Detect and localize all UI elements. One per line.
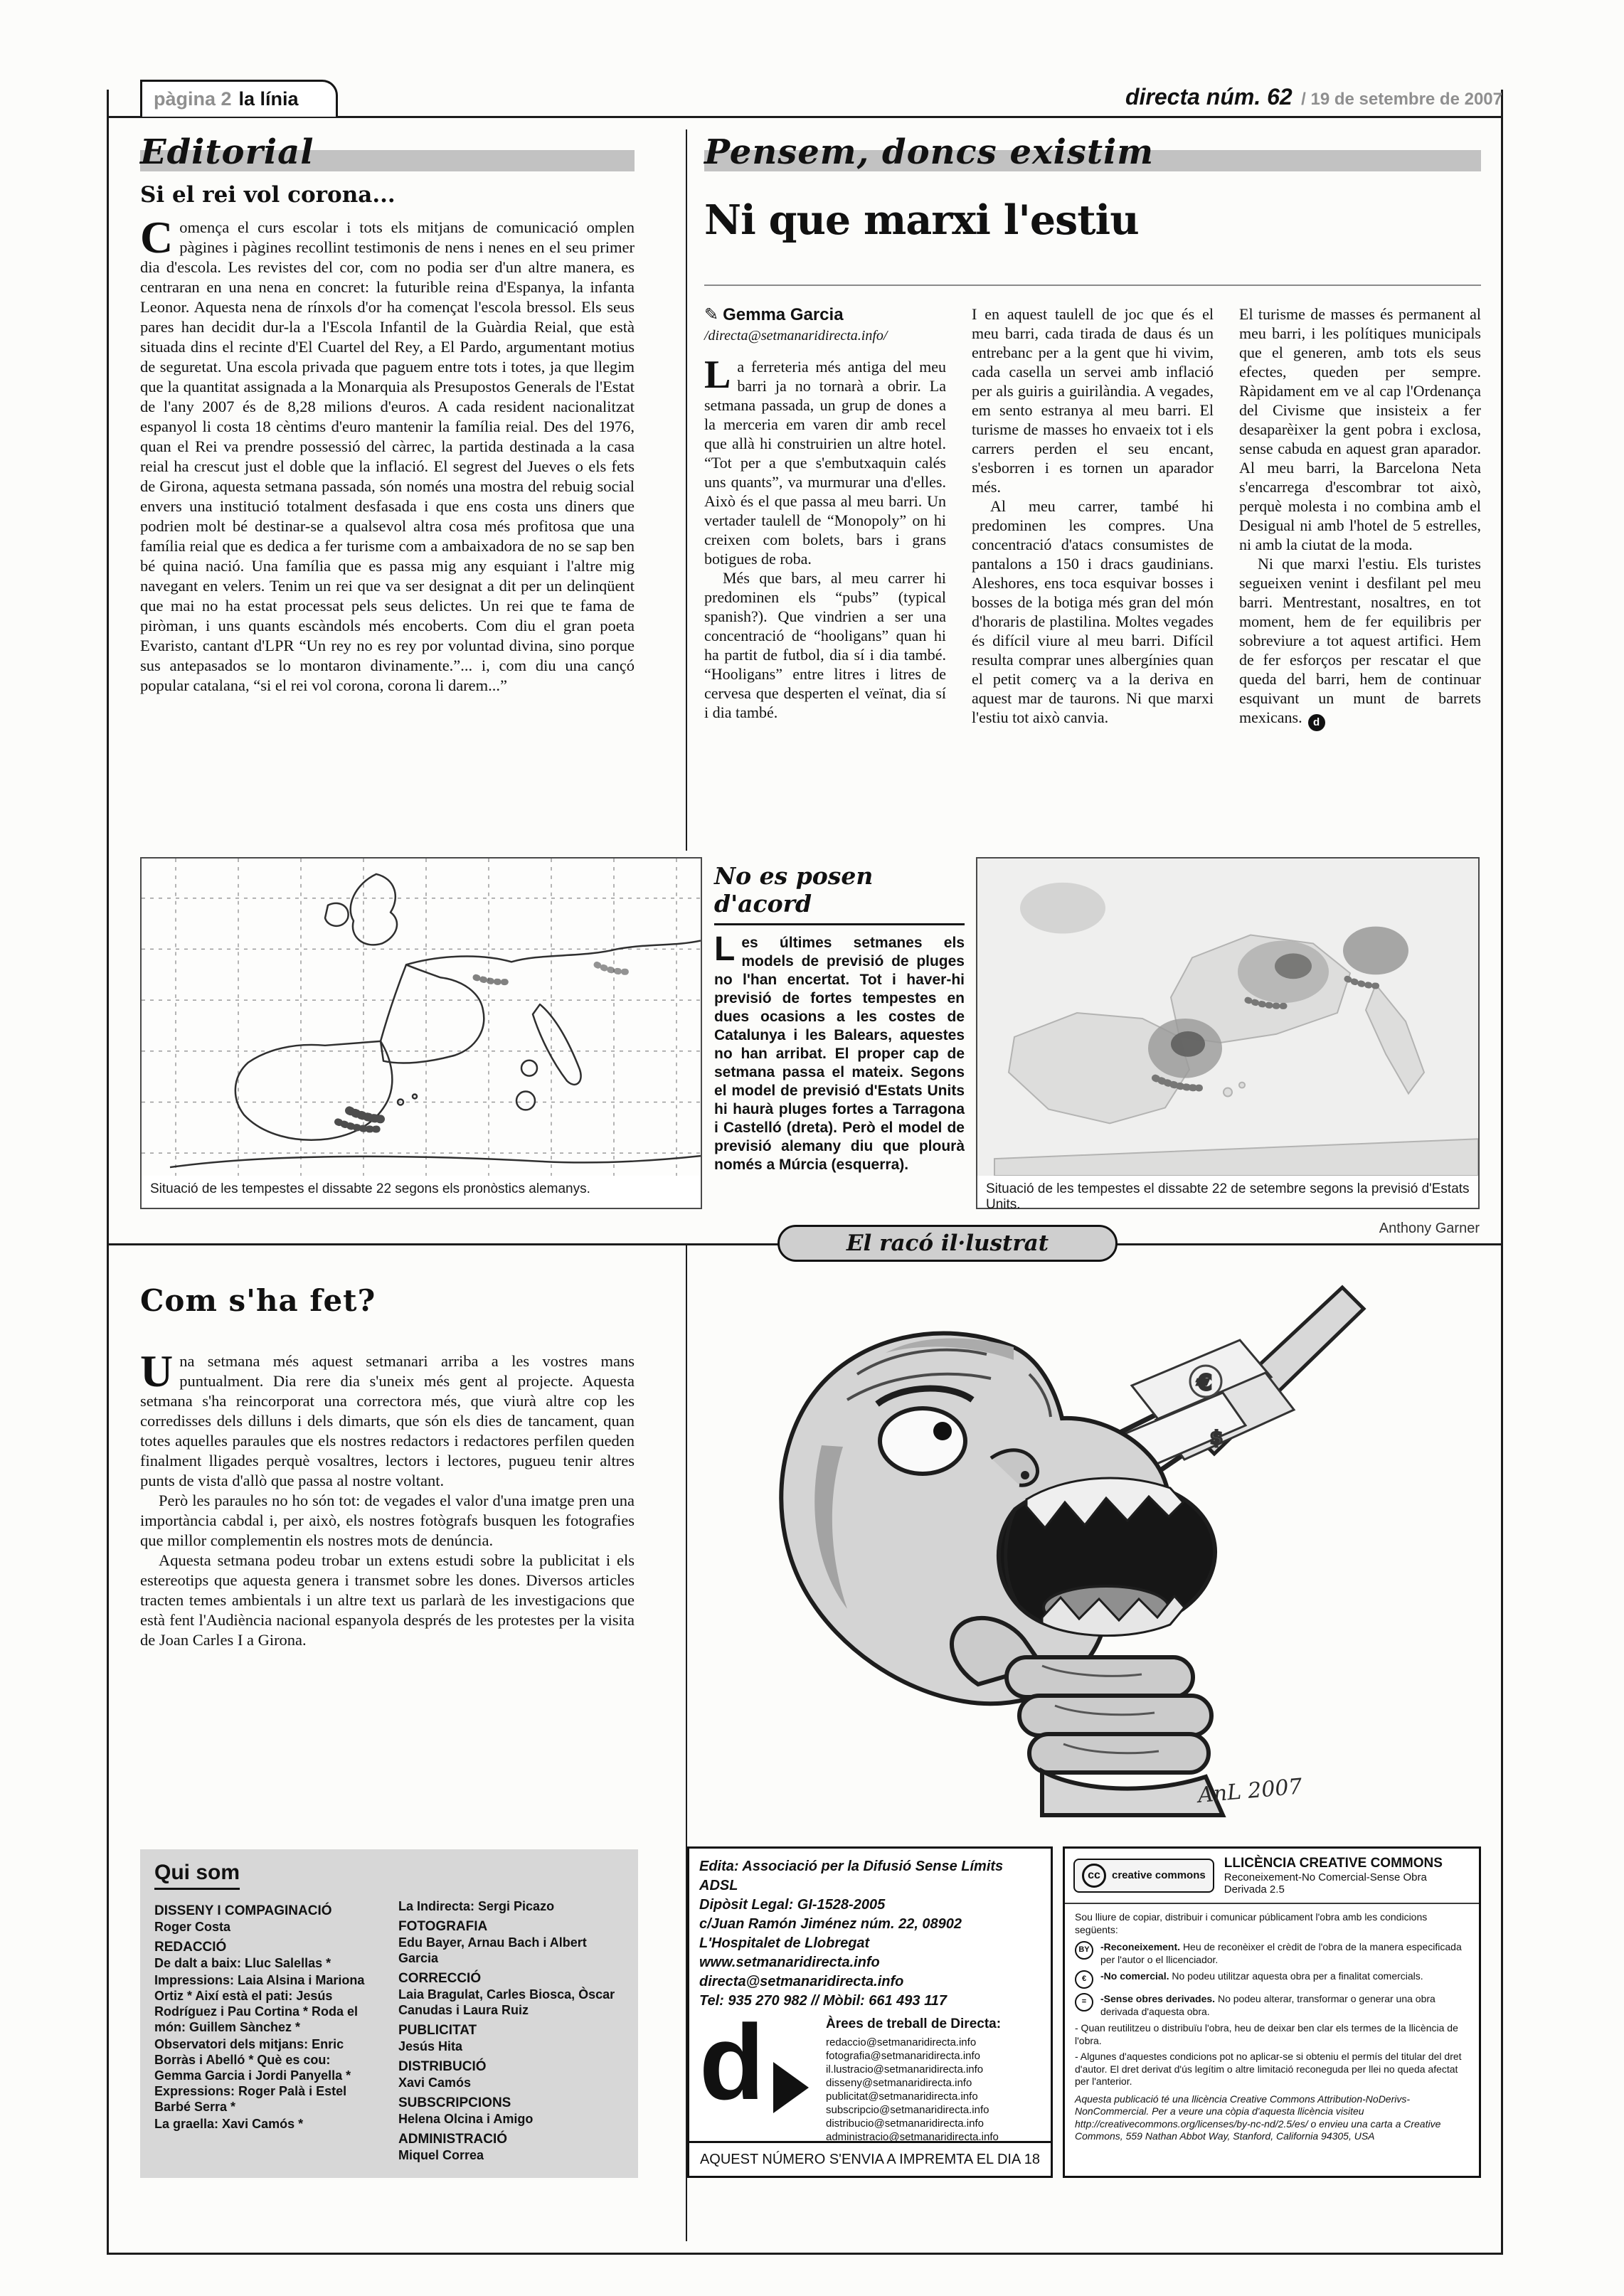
dropcap: L xyxy=(704,353,731,397)
publisher-line: L'Hospitalet de Llobregat xyxy=(699,1935,870,1951)
page-tab xyxy=(140,80,338,117)
illustrator-credit: Anthony Garner xyxy=(1379,1221,1480,1236)
work-area-email: distribucio@setmanaridirecta.info xyxy=(826,2117,984,2130)
byline-email: /directa@setmanaridirecta.info/ xyxy=(704,328,888,344)
credits-heading: PUBLICITAT xyxy=(398,2023,477,2038)
weather-commentary xyxy=(714,862,965,1174)
comshafet-paragraph: Però les paraules no ho són tot: de vegades el valor d'una imatge pren una importància cabdal i, per això, els nostres fotògrafs busquen les fotografies que millor complementin els nostres mots de denúncia. xyxy=(140,1492,635,1549)
work-areas xyxy=(826,2016,1001,2144)
creative-commons-logo xyxy=(1073,1859,1214,1893)
credits-entry: De dalt a baix: Lluc Salellas * xyxy=(154,1956,331,1970)
work-area-email: subscripcio@setmanaridirecta.info xyxy=(826,2104,989,2116)
credits-entry: Observatori dels mitjans: Enric Borràs i Abelló * Què es cou: Gemma Garcia i Jordi Panyella * Expressions: Roger Palà i Estel Barbé Serra * xyxy=(154,2037,351,2114)
publisher-line: www.setmanaridirecta.info xyxy=(699,1955,880,1970)
credits-entry: Miquel Correa xyxy=(398,2148,484,2162)
license-condition: BY -Reconeixement. Heu de reconèixer el crèdit de l'obra de la manera especificada per l'autor o el llicenciador. xyxy=(1075,1941,1469,1966)
article-column-1 xyxy=(704,304,946,731)
work-area-email: il.lustracio@setmanaridirecta.info xyxy=(826,2063,984,2076)
non-commercial-icon: € xyxy=(1075,1970,1093,1989)
credits-column-left xyxy=(154,1898,380,2164)
credits-entry: Laia Bragulat, Carles Biosca, Òscar Canudas i Laura Ruiz xyxy=(398,1987,615,2017)
map-grid xyxy=(142,859,701,1176)
dropcap: C xyxy=(140,212,174,262)
headline-rule xyxy=(704,285,1481,286)
article-paragraph: Ni que marxi l'estiu. Els turistes segueixen venint i desfilant pel meu barri. Mentrestant, nosaltres, en tot moment, hem de fer equilibris per sobreviure a tot aquest artifici. Hem de fer esforços per rescatar el que queda del barri, hem de continuar esquivant un munt de barrets mexicans. d xyxy=(1239,554,1481,731)
credits-box-title: Qui som xyxy=(154,1861,240,1890)
credits-entry: La graella: Xavi Camós * xyxy=(154,2117,304,2131)
article-paragraph: I en aquest taulell de joc que és el meu barri, cada tirada de daus és un entrebanc per a la gent que hi vivim, cada casella un servei amb inflació per als guiris a guirilàndia. A vegades, em sento estranya al meu barri. El turisme de masses ho envaeix tot i els carrers perden el seu encant, s'esborren i es tornen un aparador més. xyxy=(972,305,1214,496)
raco-illustrat-banner: El racó il·lustrat xyxy=(777,1225,1118,1262)
cc-logo-words: creative commons xyxy=(1112,1869,1206,1881)
right-frame-rule xyxy=(1501,90,1503,2255)
article-paragraph: Al meu carrer, també hi predominen les compres. Una concentració d'atacs consumistes de pantalons a 150 i dracs gaudinians. Aleshores, ens toca esquivar bosses i bosses de la botiga més gran del món d'horaris de plastilina. Moltes vegades és difícil viure al meu barri. Difícil resulta comprar unes albergínies quan el petit comerç va a la deriva en aquest mar de taurons. Ni que marxi l'estiu tot això canvia. xyxy=(972,497,1214,726)
directa-logo xyxy=(699,2002,813,2123)
cartoon-illustration xyxy=(708,1267,1376,1829)
print-deadline-notice: AQUEST NÚMERO S'ENVIA A IMPREMTA EL DIA 18 xyxy=(689,2141,1051,2176)
weather-box-german xyxy=(140,857,702,1209)
work-area-email: publicitat@setmanaridirecta.info xyxy=(826,2090,978,2103)
license-terms xyxy=(1065,1904,1479,2150)
date-label: / 19 de setembre de 2007 xyxy=(1301,90,1502,109)
credits-column-right xyxy=(398,1898,624,2164)
editorial-text: omença el curs escolar i tots els mitjans de comunicació omplen pàgines i pàgines recollint testimonis de nens i nenes en el seu primer dia d'escola. Les revistes del cor, com no podia ser d'un altre manera, es centraran en una nena en concret: la futurible reina d'Espanya, la infanta Leonor. Aquesta nena de rínxols d'or ha començat l'escola bressol. Els seus pares han decidit dur-la a l'Escola Infantil de la Guàrdia Reial, que està situada dins el recinte d'El Cuartel del Rey, a El Pardo, argumentant motius de seguretat. Una escola privada que paguem entre tots i totes, ja que llegim que la quantitat assignada a la Monarquia als Presupostos Generals de l'Estat de l'any 2007 és de 8,28 milions d'euros. A cada resident nacionalitzat espanyol li costa 18 cèntims d'euro mantenir la família reial. Des del 1976, quan el Rei va prendre possessió del càrrec, la partida destinada a la casa reial ha crescut just el doble que la inflació. El segrest del Jueves o els fets de Girona, aquesta setmana passada, són només una mostra del rebuig social envers una institució totalment desfasada i que ens costa uns diners que podrien molt bé destinar-se a qualsevol altra cosa més profitosa que una família reial que es dedica a fer turisme com a ambaixadora de no se sap ben bé quina nació. Una família que es passa mig any esquiant i l'altre mig navegant en velers. Tenim un rei que va ser designat a dit per un delinqüent que mai no ha estat processat pels seus delictes. Un rei que te fama de piròman, i uns quants escàndols més encoberts. Com diu el gran poeta Evaristo, cantant d'LPR “Un rey no es rey por voluntad divina, sino porque sus antepasados se lo montaron divinamente.”... i, com diu una cançó popular catalana, “si el rei vol corona, corona li darem...” xyxy=(140,218,635,694)
attribution-icon: BY xyxy=(1075,1941,1093,1960)
editorial-headline: Si el rei vol corona... xyxy=(140,182,396,208)
work-area-email: administracio@setmanaridirecta.info xyxy=(826,2131,999,2143)
pencil-icon: ✎ xyxy=(704,305,719,324)
masthead-credits-box xyxy=(140,1849,638,2178)
publisher-line: Tel: 935 270 982 // Mòbil: 661 493 117 xyxy=(699,1993,947,2009)
weather-box-body: Les últimes setmanes els models de previsió de pluges no l'han encertat. Tot i haver-hi previsió de fortes tempestes en dues ocasions a les costes de Catalunya i les Balears, aquestes no han arribat. El proper cap de setmana passa el mateix. Segons el model de previsió d'Estats Units hi haurà pluges fortes a Tarragona i Castelló (dreta). Però el model de previsió alemany diu que plourà només a Múrcia (esquerra). xyxy=(714,930,965,1173)
comshafet-body xyxy=(140,1346,635,1650)
dropcap: U xyxy=(140,1346,174,1396)
us-forecast-map xyxy=(977,859,1478,1176)
german-forecast-map xyxy=(142,859,701,1176)
directa-logo-letter: d xyxy=(699,2002,765,2122)
license-intro: Sou lliure de copiar, distribuir i comunicar públicament l'obra amb les condicions següents: xyxy=(1075,1911,1428,1935)
directa-logo-triangle-icon xyxy=(773,2062,809,2113)
section-name-label: la línia xyxy=(238,88,299,110)
credits-heading: DISSENY I COMPAGINACIÓ xyxy=(154,1903,332,1918)
publisher-info xyxy=(689,1849,1051,2014)
bottom-frame-rule xyxy=(107,2253,1503,2255)
credits-entry: Edu Bayer, Arnau Bach i Albert Garcia xyxy=(398,1935,587,1965)
credits-entry: Roger Costa xyxy=(154,1920,231,1934)
page-number-label: pàgina 2 xyxy=(154,88,232,110)
pensem-section-title: Pensem, doncs existim xyxy=(704,132,1155,172)
credits-entry: Helena Olcina i Amigo xyxy=(398,2112,534,2126)
publisher-line: Edita: Associació per la Difusió Sense Límits ADSL xyxy=(699,1859,1004,1893)
credits-heading: DISTRIBUCIÓ xyxy=(398,2059,487,2074)
svg-text:$: $ xyxy=(1210,1428,1224,1449)
weather-box-title: No es posen d'acord xyxy=(714,862,965,925)
cc-icon: cc xyxy=(1082,1864,1106,1888)
credits-heading: REDACCIÓ xyxy=(154,1940,227,1955)
byline xyxy=(704,304,946,344)
no-derivatives-icon: = xyxy=(1075,1993,1093,2011)
pensem-section-header xyxy=(704,132,1481,174)
credits-entry: La Indirecta: Sergi Picazo xyxy=(398,1899,555,1913)
comshafet-paragraph: Aquesta setmana podeu trobar un extens estudi sobre la publicitat i els estereotips que aquesta genera i transmet sobre les dones. Diversos articles tracten temes ambientals i un altre text us parlarà de les investigacions que està fent l'Audiència nacional espanyola després de les protestes per la visita de Joan Carles I a Girona. xyxy=(140,1551,635,1649)
left-frame-rule xyxy=(107,90,109,2255)
work-area-email: disseny@setmanaridirecta.info xyxy=(826,2077,972,2089)
byline-name: Gemma Garcia xyxy=(723,305,844,324)
article-column-3 xyxy=(1239,304,1481,731)
license-note: - Algunes d'aquestes condicions pot no aplicar-se si obteniu el permís del titular del dret d'autor. El dret derivat d'ús legítim o altre limitació reconeguda per llei no queda afectat per l'anterior. xyxy=(1075,2051,1462,2087)
article-headline: Ni que marxi l'estiu xyxy=(704,196,1139,244)
issue-label: directa núm. 62 xyxy=(1125,84,1293,110)
work-area-email: redaccio@setmanaridirecta.info xyxy=(826,2036,977,2048)
credits-entry: Impressions: Laia Alsina i Mariona Ortiz * Així està el pati: Jesús Rodríguez i Pau Cortina * Roda el món: Guillem Sànchez * xyxy=(154,1973,365,2034)
credits-entry: Jesús Hita xyxy=(398,2039,463,2053)
credits-heading: ADMINISTRACIÓ xyxy=(398,2132,508,2147)
coastlines xyxy=(170,874,701,1167)
license-note: - Quan reutilitzeu o distribuïu l'obra, heu de deixar ben clar els termes de la llicència de l'obra. xyxy=(1075,2022,1458,2046)
credits-entry: Xavi Camós xyxy=(398,2076,472,2090)
article-paragraph: La ferreteria més antiga del meu barri ja no tornarà a obrir. La setmana passada, un grup de dones a la merceria em varen dir amb recel que allà hi construirien un altre hotel. “Tot per a que s'embutxaquin calés uns quants”, va murmurar una d'elles. Això és el que passa al meu barri. Un vertader taulell de “Monopoly” on hi creixen com bolets, bars i grans botigues de roba. xyxy=(704,353,946,568)
editorial-body xyxy=(140,212,635,696)
map-caption-us: Situació de les tempestes el dissabte 22 de setembre segons la previsió d'Estats Units. xyxy=(986,1181,1470,1212)
publisher-box xyxy=(687,1846,1053,2178)
map-caption-german: Situació de les tempestes el dissabte 22 segons els pronòstics alemanys. xyxy=(150,1181,590,1196)
license-subtitle: Reconeixement-No Comercial-Sense Obra Derivada 2.5 xyxy=(1224,1871,1427,1896)
comshafet-headline: Com s'ha fet? xyxy=(140,1283,376,1318)
dropcap: L xyxy=(714,930,736,968)
article-paragraph: El turisme de masses és permanent al meu barri, i les polítiques municipals que el generen, amb tots els seus efectes, queden per sempre. Ràpidament em ve al cap l'Ordenança del Civisme que insisteix a fer desaparèixer la gent pobra i exclosa, sense cabuda en aquest gran aparador. Al meu barri, la Barcelona Neta s'encarrega d'escombrar tot això, perquè molesta i no combina amb el Desigual ni amb l'hotel de 5 estrelles, ni amb la ciutat de la moda. xyxy=(1239,305,1481,553)
masthead xyxy=(1125,84,1502,110)
editorial-section-header xyxy=(140,132,635,174)
column-divider-top xyxy=(686,129,687,851)
weather-box-us xyxy=(976,857,1480,1212)
landmasses xyxy=(994,935,1478,1176)
editorial-section-title: Editorial xyxy=(140,132,314,172)
comshafet-paragraph: Una setmana més aquest setmanari arriba a les vostres mans puntualment. Dia rere dia s'uneix més gent al projecte. Aquesta setmana s'ha reincorporat una correctora més, que viurà altre cop les corredisses dels dilluns i dels dimarts, que són els dies de tancament, quan totes aquelles paraules que els nostres redactors i redactores perfilen queden finalment lligades perquè vosaltres, lectors i lectores, pugueu tenir altres punts de vista d'allò que passa al nostre voltant. xyxy=(140,1346,635,1489)
article-paragraph: Més que bars, al meu carrer hi predominen els “pubs” (typical spanish?). Que vindrien a ser una concentració de “hooligans” quan hi ha partit de futbol, dia sí i dia també. “Hooligans” entre litres i litres de cervesa que desperten el veïnat, dia sí i dia també. xyxy=(704,569,946,721)
publisher-line: c/Juan Ramón Jiménez núm. 22, 08902 xyxy=(699,1916,962,1932)
license-footer: Aquesta publicació té una llicència Creative Commons Attribution-NoDerivs-NonCommercial. Per a veure una còpia d'aquesta llicència visiteu http://creativecommons.org/licenses/by-nc-nd/2.5/es/ o envieu una carta a Creative Commons, 559 Nathan Abbot Way, Stanford, California 94305, USA xyxy=(1075,2093,1441,2142)
svg-text:€: € xyxy=(1197,1371,1212,1396)
work-area-email: fotografia@setmanaridirecta.info xyxy=(826,2050,981,2062)
article-columns xyxy=(704,304,1481,731)
license-condition: € -No comercial. No podeu utilitzar aquesta obra per a finalitat comercials. xyxy=(1075,1970,1469,1989)
publisher-line: Dipòsit Legal: GI-1528-2005 xyxy=(699,1897,886,1913)
credits-heading: CORRECCIÓ xyxy=(398,1971,482,1986)
publisher-line: directa@setmanaridirecta.info xyxy=(699,1974,904,1989)
credits-heading: SUBSCRIPCIONS xyxy=(398,2095,511,2110)
credits-heading: FOTOGRAFIA xyxy=(398,1919,488,1934)
work-areas-title: Àrees de treball de Directa: xyxy=(826,2016,1002,2031)
license-condition: = -Sense obres derivades. No podeu alterar, transformar o generar una obra derivada d'aquesta obra. xyxy=(1075,1993,1469,2018)
end-of-article-mark: d xyxy=(1308,714,1325,731)
article-column-2 xyxy=(972,304,1214,731)
license-box xyxy=(1063,1846,1481,2178)
license-title: LLICÈNCIA CREATIVE COMMONS xyxy=(1224,1856,1443,1871)
license-titles xyxy=(1224,1856,1470,1896)
artist-signature: AnL 2007 xyxy=(1196,1774,1303,1808)
